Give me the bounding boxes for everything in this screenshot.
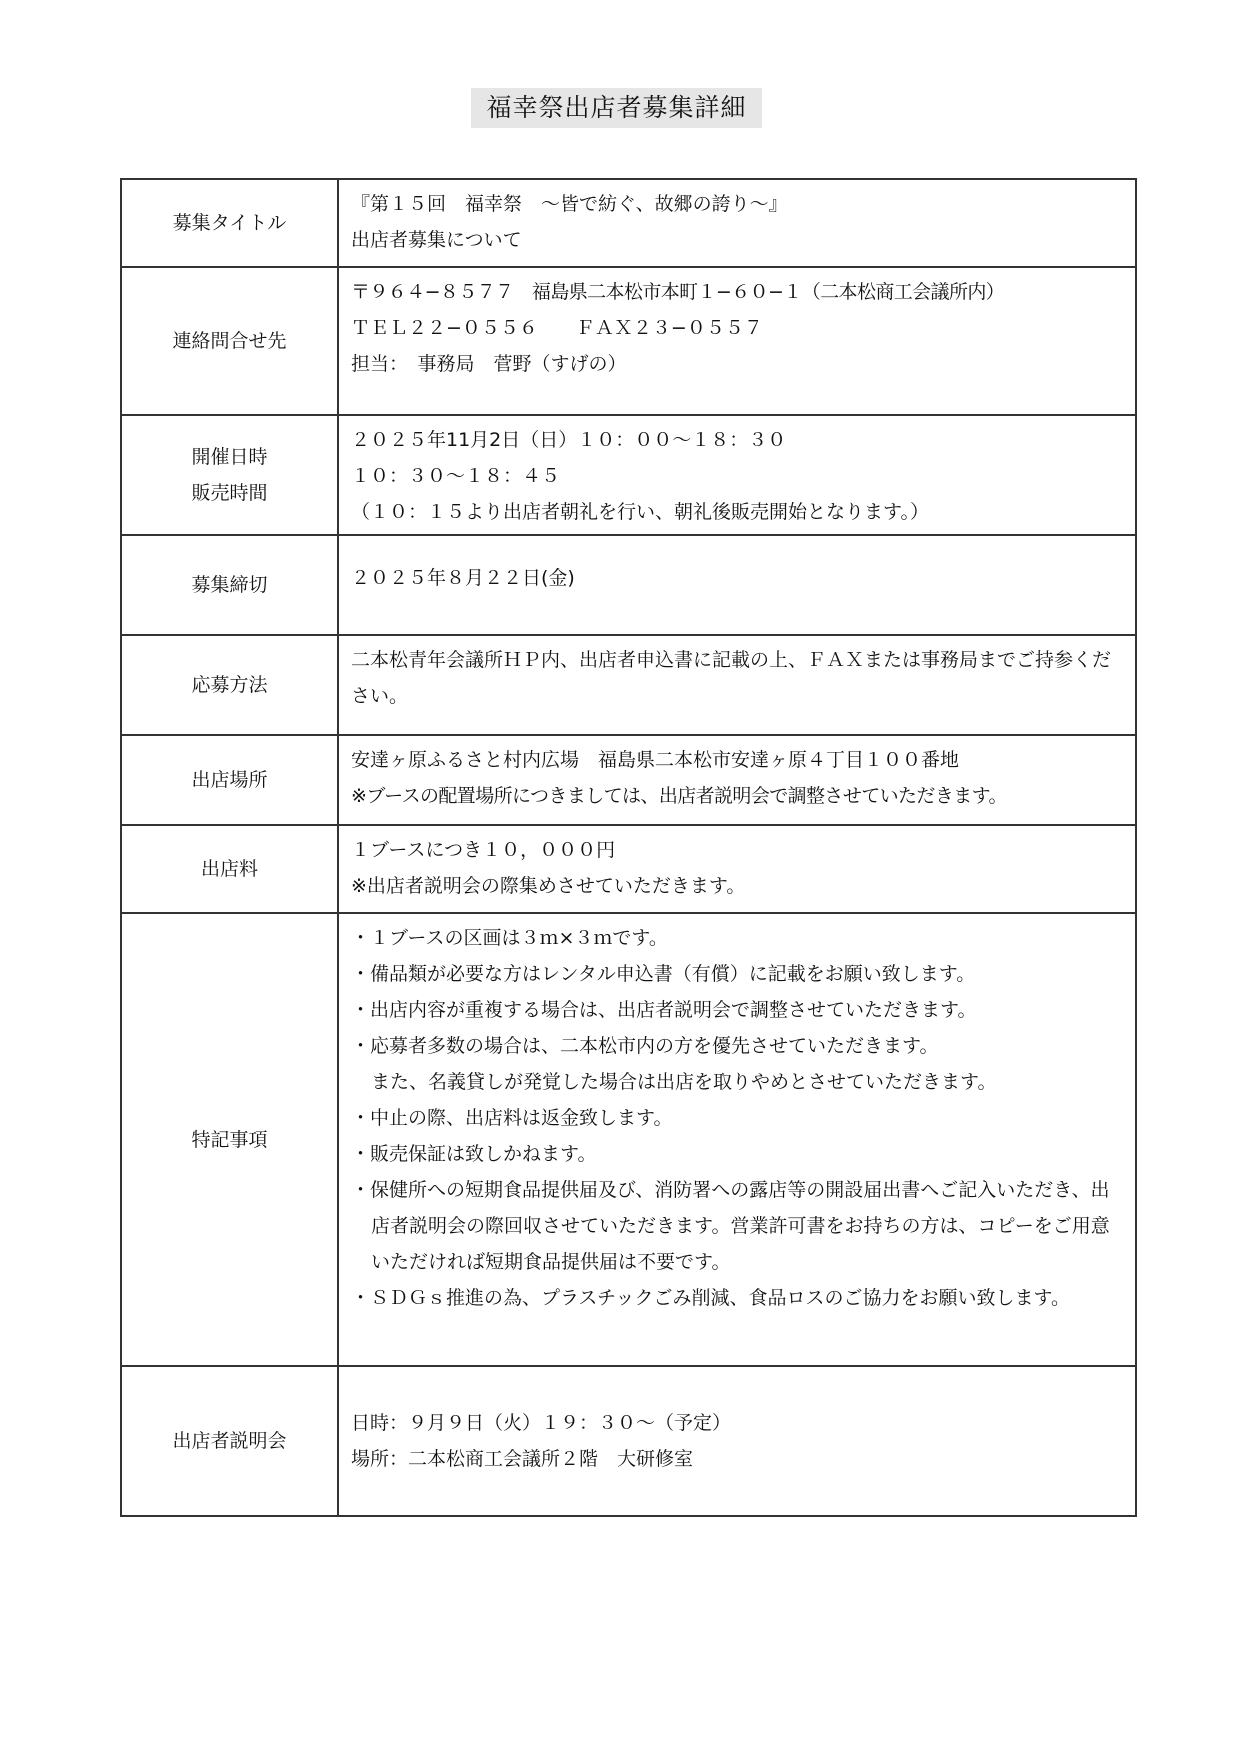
row-content: 〒９６４−８５７７ 福島県二本松市本町１−６０−１（二本松商工会議所内） ＴＥＬ２２−０５５６ ＦＡＸ２３−０５５７ 担当： 事務局 菅野（すげの） [338,267,1136,415]
row-content: 日時：９月９日（火）１９：３０～（予定） 場所：二本松商工会議所２階 大研修室 [338,1366,1136,1516]
row-label: 連絡問合せ先 [121,267,338,415]
row-label: 出店料 [121,825,338,913]
row-content: １ブースにつき１０，０００円 ※出店者説明会の際集めさせていただきます。 [338,825,1136,913]
table-row [121,1366,1136,1516]
table-row [121,635,1136,735]
table-row [121,179,1136,267]
table-row [121,415,1136,535]
row-label: 開催日時 販売時間 [121,415,338,535]
table-row [121,267,1136,415]
details-table [120,178,1137,1517]
row-content: 『第１５回 福幸祭 ～皆で紡ぐ、故郷の誇り～』 出店者募集について [338,179,1136,267]
table-row [121,535,1136,635]
row-content: ２０２５年11月2日（日）１０：００～１８：３０ １０：３０～１８：４５ （１０：１５より出店者朝礼を行い、朝礼後販売開始となります。） [338,415,1136,535]
row-content: 二本松青年会議所ＨＰ内、出店者申込書に記載の上、ＦＡＸまたは事務局までご持参ください。 [338,635,1136,735]
row-label: 特記事項 [121,913,338,1366]
row-content: ２０２５年８月２２日(金) [338,535,1136,635]
row-content: ・１ブースの区画は３ｍ×３ｍです。 ・備品類が必要な方はレンタル申込書（有償）に記載をお願い致します。 ・出店内容が重複する場合は、出店者説明会で調整させていただきます。 ・応募者多数の場合は、二本松市内の方を優先させていただきます。 また、名義貸しが発覚した場合は出店を取りやめとさせていただきます。 ・中止の際、出店料は返金致します。 ・販売保証は致しかねます。 ・保健所への短期食品提供届及び、消防署への露店等の開設届出書へご記入いただき、出店者説明会の際回収させていただきます。営業許可書をお持ちの方は、コピーをご用意いただければ短期食品提供届は不要です。 ・ＳＤＧｓ推進の為、プラスチックごみ削減、食品ロスのご協力をお願い致します。 [338,913,1136,1366]
row-label: 募集締切 [121,535,338,635]
row-content: 安達ヶ原ふるさと村内広場 福島県二本松市安達ヶ原４丁目１００番地 ※ブースの配置場所につきましては、出店者説明会で調整させていただきます。 [338,735,1136,825]
table-row [121,913,1136,1366]
page-title: 福幸祭出店者募集詳細 [471,88,762,128]
table-row [121,735,1136,825]
row-label: 応募方法 [121,635,338,735]
row-label: 募集タイトル [121,179,338,267]
table-row [121,825,1136,913]
row-label: 出店場所 [121,735,338,825]
row-label: 出店者説明会 [121,1366,338,1516]
